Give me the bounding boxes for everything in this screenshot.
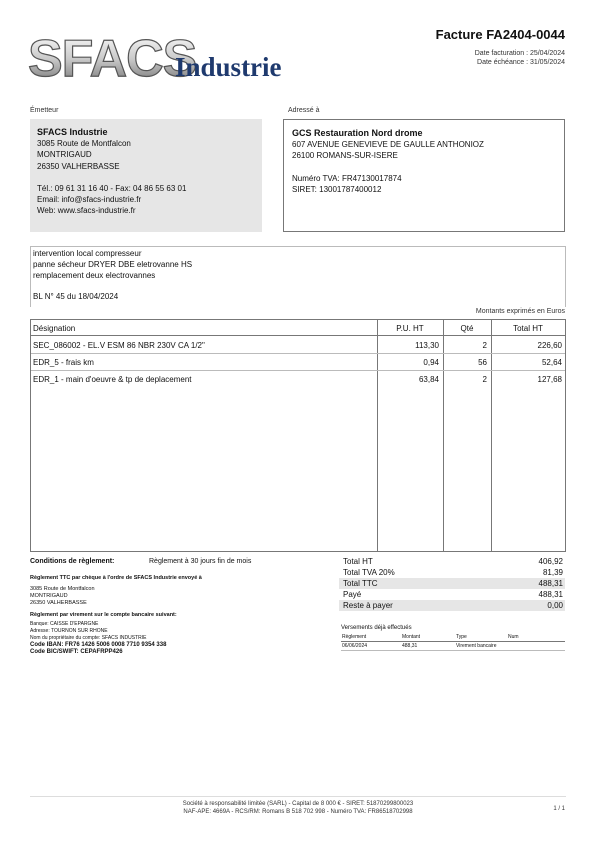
delivery-note-ref: BL N° 45 du 18/04/2024 xyxy=(33,292,119,302)
amounts-note: Montants exprimés en Euros xyxy=(475,308,565,315)
conditions-label: Conditions de règlement: xyxy=(30,558,115,565)
emitter-web[interactable]: Web: www.sfacs-industrie.fr xyxy=(37,206,136,216)
emitter-city: MONTRIGAUD xyxy=(37,150,92,160)
total-label: Total TTC xyxy=(343,579,378,588)
payment-conditions xyxy=(30,558,330,656)
row-designation: SEC_086002 - EL.V ESM 86 NBR 230V CA 1/2" xyxy=(33,341,205,350)
header-unit-price: P.U. HT xyxy=(396,324,424,333)
page-number: 1 / 1 xyxy=(553,806,565,812)
payments-title: Versements déjà effectués xyxy=(341,625,412,631)
total-value: 488,31 xyxy=(538,579,563,588)
invoice-description xyxy=(30,246,566,307)
row-qty: 2 xyxy=(482,341,487,350)
invoice-due-date: Date échéance : 31/05/2024 xyxy=(477,59,565,66)
logo-sub-text: Industrie xyxy=(175,52,282,82)
bank-name: Banque: CAISSE D'EPARGNE xyxy=(30,621,99,627)
logo-main-text: SFACS xyxy=(28,30,197,88)
emitter-name: SFACS Industrie xyxy=(37,127,108,137)
company-logo xyxy=(28,30,298,90)
row-qty: 56 xyxy=(478,358,487,367)
emitter-phone: Tél.: 09 61 31 16 40 - Fax: 04 86 55 63 01 xyxy=(37,183,187,193)
emitter-email[interactable]: Email: info@sfacs-industrie.fr xyxy=(37,195,142,205)
payment-type: Virement bancaire xyxy=(456,643,497,649)
payment-row xyxy=(341,642,565,651)
bic-swift: Code BIC/SWIFT: CEPAFRPP426 xyxy=(30,649,123,655)
row-designation: EDR_1 - main d'oeuvre & tp de deplacement xyxy=(33,375,192,384)
recipient-siret: SIRET: 13001787400012 xyxy=(292,184,382,194)
paid-row xyxy=(339,589,565,600)
invoice-dates xyxy=(475,49,565,67)
cheque-address: MONTRIGAUD xyxy=(30,593,68,599)
total-vat-row xyxy=(339,567,565,578)
row-total: 226,60 xyxy=(537,341,562,350)
row-qty: 2 xyxy=(482,375,487,384)
row-total: 52,64 xyxy=(541,358,562,367)
bank-address: Adresse: TOURNON SUR RHONE xyxy=(30,628,108,634)
recipient-zip-city: 26100 ROMANS-SUR-ISERE xyxy=(292,151,398,161)
emitter-box xyxy=(30,119,262,232)
cheque-address: 3085 Route de Montfalcon xyxy=(30,586,95,592)
footer-line: Société à responsabilité limitée (SARL) - Capital de 8 000 € - SIRET: 51870299800023 xyxy=(182,801,414,807)
transfer-title: Règlement par virement sur le compte bancaire suivant: xyxy=(30,612,177,618)
payment-date: 06/06/2024 xyxy=(342,643,368,649)
total-label: Total HT xyxy=(343,557,373,566)
remaining-row xyxy=(339,600,565,611)
emitter-label: Émetteur xyxy=(30,107,59,114)
total-label: Reste à payer xyxy=(343,601,393,610)
total-value: 488,31 xyxy=(538,590,563,599)
total-ttc-row xyxy=(339,578,565,589)
footer-line: NAF-APE: 4669A - RCS/RM: Romans B 518 702 998 - Numéro TVA: FR86518702998 xyxy=(183,809,413,815)
row-total: 127,68 xyxy=(537,375,562,384)
account-owner: Nom du propriétaire du compte: SFACS INDUSTRIE xyxy=(30,635,147,641)
recipient-box xyxy=(283,119,565,232)
row-unit-price: 0,94 xyxy=(423,358,439,367)
payments-col-header: Montant xyxy=(402,634,421,640)
payments-col-header: Type xyxy=(456,634,467,640)
recipient-label: Adressé à xyxy=(288,107,320,114)
payments-table xyxy=(341,623,565,651)
payments-col-header: Num xyxy=(508,634,519,640)
recipient-vat: Numéro TVA: FR47130017874 xyxy=(292,173,402,183)
emitter-zip-city: 26350 VALHERBASSE xyxy=(37,161,120,171)
items-table xyxy=(30,319,566,552)
total-label: Total TVA 20% xyxy=(343,568,395,577)
description-line: panne sécheur DRYER DBE eletrovanne HS xyxy=(33,259,193,269)
cheque-address: 26350 VALHERBASSE xyxy=(30,600,87,606)
row-unit-price: 63,84 xyxy=(418,375,439,384)
emitter-address: 3085 Route de Montfalcon xyxy=(37,139,131,149)
total-value: 0,00 xyxy=(547,601,563,610)
payments-header xyxy=(341,633,565,642)
header-qty: Qté xyxy=(460,324,474,333)
legal-footer xyxy=(30,796,566,816)
description-line: remplacement deux electrovannes xyxy=(33,270,156,280)
row-designation: EDR_5 - frais km xyxy=(33,358,94,367)
iban: Code IBAN: FR76 1426 5006 0008 7710 9354 338 xyxy=(30,642,167,648)
recipient-address: 607 AVENUE GENEVIEVE DE GAULLE ANTHONIOZ xyxy=(292,140,484,150)
header-total: Total HT xyxy=(513,324,543,333)
cheque-title: Règlement TTC par chèque à l'ordre de SFACS Industrie envoyé à xyxy=(30,575,202,581)
invoice-title: Facture FA2404-0044 xyxy=(435,27,565,42)
conditions-value: Règlement à 30 jours fin de mois xyxy=(149,558,252,565)
total-ht-row xyxy=(339,556,565,567)
recipient-name: GCS Restauration Nord drome xyxy=(292,128,423,138)
invoice-date: Date facturation : 25/04/2024 xyxy=(474,50,565,57)
description-line: intervention local compresseur xyxy=(33,249,142,258)
total-value: 81,39 xyxy=(542,568,563,577)
total-label: Payé xyxy=(343,590,362,599)
header-designation: Désignation xyxy=(33,324,76,333)
payments-col-header: Règlement xyxy=(342,634,367,640)
payment-amount: 488,31 xyxy=(402,643,418,649)
totals-box xyxy=(339,556,565,611)
row-unit-price: 113,30 xyxy=(415,341,439,350)
total-value: 406,92 xyxy=(538,557,563,566)
